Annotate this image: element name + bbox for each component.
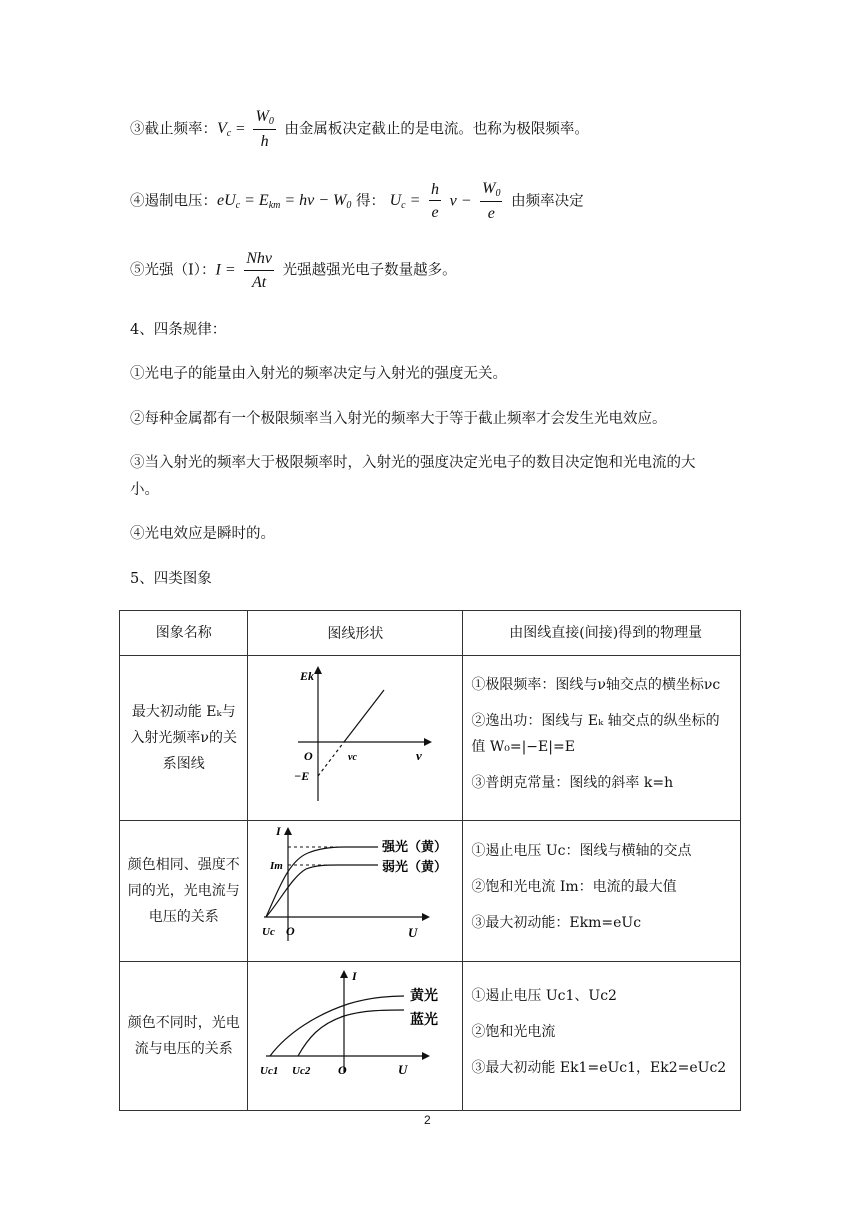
ek-frequency-graph xyxy=(248,656,462,816)
row3-graph xyxy=(248,962,463,1111)
math-expr: $eU_c = E_{km}$ = hv − $W_0$ xyxy=(217,192,352,212)
name-line: 颜色相同、强度不 xyxy=(127,857,240,873)
table-row xyxy=(120,962,741,1111)
fraction: $\frac{W_0}{h}$ xyxy=(255,108,274,150)
yellow-light-label: 黄光 xyxy=(410,988,439,1004)
origin-label: O xyxy=(304,749,314,763)
math-expr: v − xyxy=(449,192,472,210)
y-axis-label: I xyxy=(352,969,358,983)
table-header-row xyxy=(120,611,741,656)
im-label: Im xyxy=(270,860,284,872)
uc1-label: Uc1 xyxy=(260,1065,279,1077)
row3-quantities xyxy=(463,962,741,1111)
x-axis-label: ν xyxy=(416,748,423,763)
formula-cutoff-frequency xyxy=(130,108,589,151)
formula-text: 由金属板决定截止的是电流。也称为极限频率。 xyxy=(284,121,589,138)
rule-item: ③当入射光的频率大于极限频率时，入射光的强度决定光电子的数目决定饱和光电流的大 xyxy=(130,455,696,471)
section4-heading: 4、四条规律： xyxy=(130,322,227,338)
header-physical-quantity: 由图线直接(间接)得到的物理量 xyxy=(463,611,741,656)
x-axis-label: U xyxy=(408,925,418,940)
graph-table xyxy=(119,610,741,1111)
fraction: $\frac{h}{e}$ xyxy=(431,180,440,222)
section5-heading: 5、四类图象 xyxy=(130,571,212,587)
table-row xyxy=(120,821,741,962)
origin-label: O xyxy=(338,1063,348,1077)
weak-light-label: 弱光（黄） xyxy=(382,860,448,875)
formula-label: ④遏制电压： xyxy=(130,193,217,210)
fraction: $\frac{\text{Nhv}}{At}$ xyxy=(246,250,272,291)
math-lhs: I = xyxy=(215,261,236,279)
rule-item: ①光电子的能量由入射光的频率决定与入射光的强度无关。 xyxy=(130,366,507,382)
origin-label: O xyxy=(286,924,296,938)
name-line: 同的光，光电流与 xyxy=(127,883,240,899)
row1-graph xyxy=(248,656,463,821)
name-line: 系图线 xyxy=(162,756,205,772)
row3-name xyxy=(120,962,248,1111)
y-axis-label: I xyxy=(276,824,282,838)
table-row xyxy=(120,656,741,821)
math-lhs: $V_c$ xyxy=(217,120,232,140)
row2-quantities xyxy=(463,821,741,962)
rule-item: ④光电效应是瞬时的。 xyxy=(130,526,275,542)
row2-graph xyxy=(248,821,463,962)
quantity-item: ③最大初动能：Ekm=eUc xyxy=(471,915,642,931)
fraction: $\frac{W_0}{e}$ xyxy=(482,180,501,222)
formula-text: 光强越强光电子数量越多。 xyxy=(282,262,457,279)
row1-name xyxy=(120,656,248,821)
rule-item: ②每种金属都有一个极限频率当入射光的频率大于等于截止频率才会发生光电效应。 xyxy=(130,411,667,427)
y-axis-label: Ek xyxy=(300,669,315,683)
formula-label: ⑤光强（I）： xyxy=(130,262,216,279)
formula-label: ③截止频率： xyxy=(130,121,217,138)
formula-light-intensity xyxy=(130,250,457,291)
row2-name xyxy=(120,821,248,962)
uc2-label: Uc2 xyxy=(292,1065,311,1077)
equals-sign: = xyxy=(235,120,245,138)
quantity-item: ③最大初动能 Ek1=eUc1，Ek2=eUc2 xyxy=(471,1060,727,1076)
row1-quantities xyxy=(463,656,741,821)
quantity-item: ①极限频率：图线与ν轴交点的横坐标νc xyxy=(471,677,721,693)
formula-text: 由频率决定 xyxy=(511,193,584,210)
name-line: 流与电压的关系 xyxy=(134,1041,233,1057)
blue-light-label: 蓝光 xyxy=(410,1012,439,1028)
rule-item: 小。 xyxy=(130,482,159,498)
name-line: 颜色不同时，光电 xyxy=(127,1015,240,1031)
vc-label: νc xyxy=(348,752,358,763)
quantity-item: ②逸出功：图线与 Eₖ 轴交点的纵坐标的 xyxy=(471,713,720,729)
neg-e-label: −E xyxy=(294,769,310,783)
name-line: 入射光频率ν的关 xyxy=(130,730,237,746)
x-axis-label: U xyxy=(398,1062,408,1077)
quantity-item: 值 W₀=|−E|=E xyxy=(471,739,575,755)
strong-light-label: 强光（黄） xyxy=(382,840,448,855)
formula-connector: 得： xyxy=(356,193,385,210)
name-line: 电压的关系 xyxy=(148,909,219,925)
quantity-item: ①遏止电压 Uc：图线与横轴的交点 xyxy=(471,843,692,859)
header-graph-name: 图象名称 xyxy=(120,611,248,656)
formula-stopping-voltage xyxy=(130,180,584,223)
intensity-current-graph xyxy=(248,821,462,957)
quantity-item: ③普朗克常量：图线的斜率 k=h xyxy=(471,775,674,791)
header-graph-shape: 图线形状 xyxy=(248,611,463,656)
color-current-graph xyxy=(248,962,462,1106)
quantity-item: ①遏止电压 Uc1、Uc2 xyxy=(471,988,617,1004)
quantity-item: ②饱和光电流 Im：电流的最大值 xyxy=(471,879,677,895)
uc-label: Uc xyxy=(262,926,276,938)
quantity-item: ②饱和光电流 xyxy=(471,1024,556,1040)
name-line: 最大初动能 Eₖ与 xyxy=(131,704,236,720)
page-number: 2 xyxy=(424,1113,431,1127)
math-expr: $U_c$ = xyxy=(389,192,421,212)
